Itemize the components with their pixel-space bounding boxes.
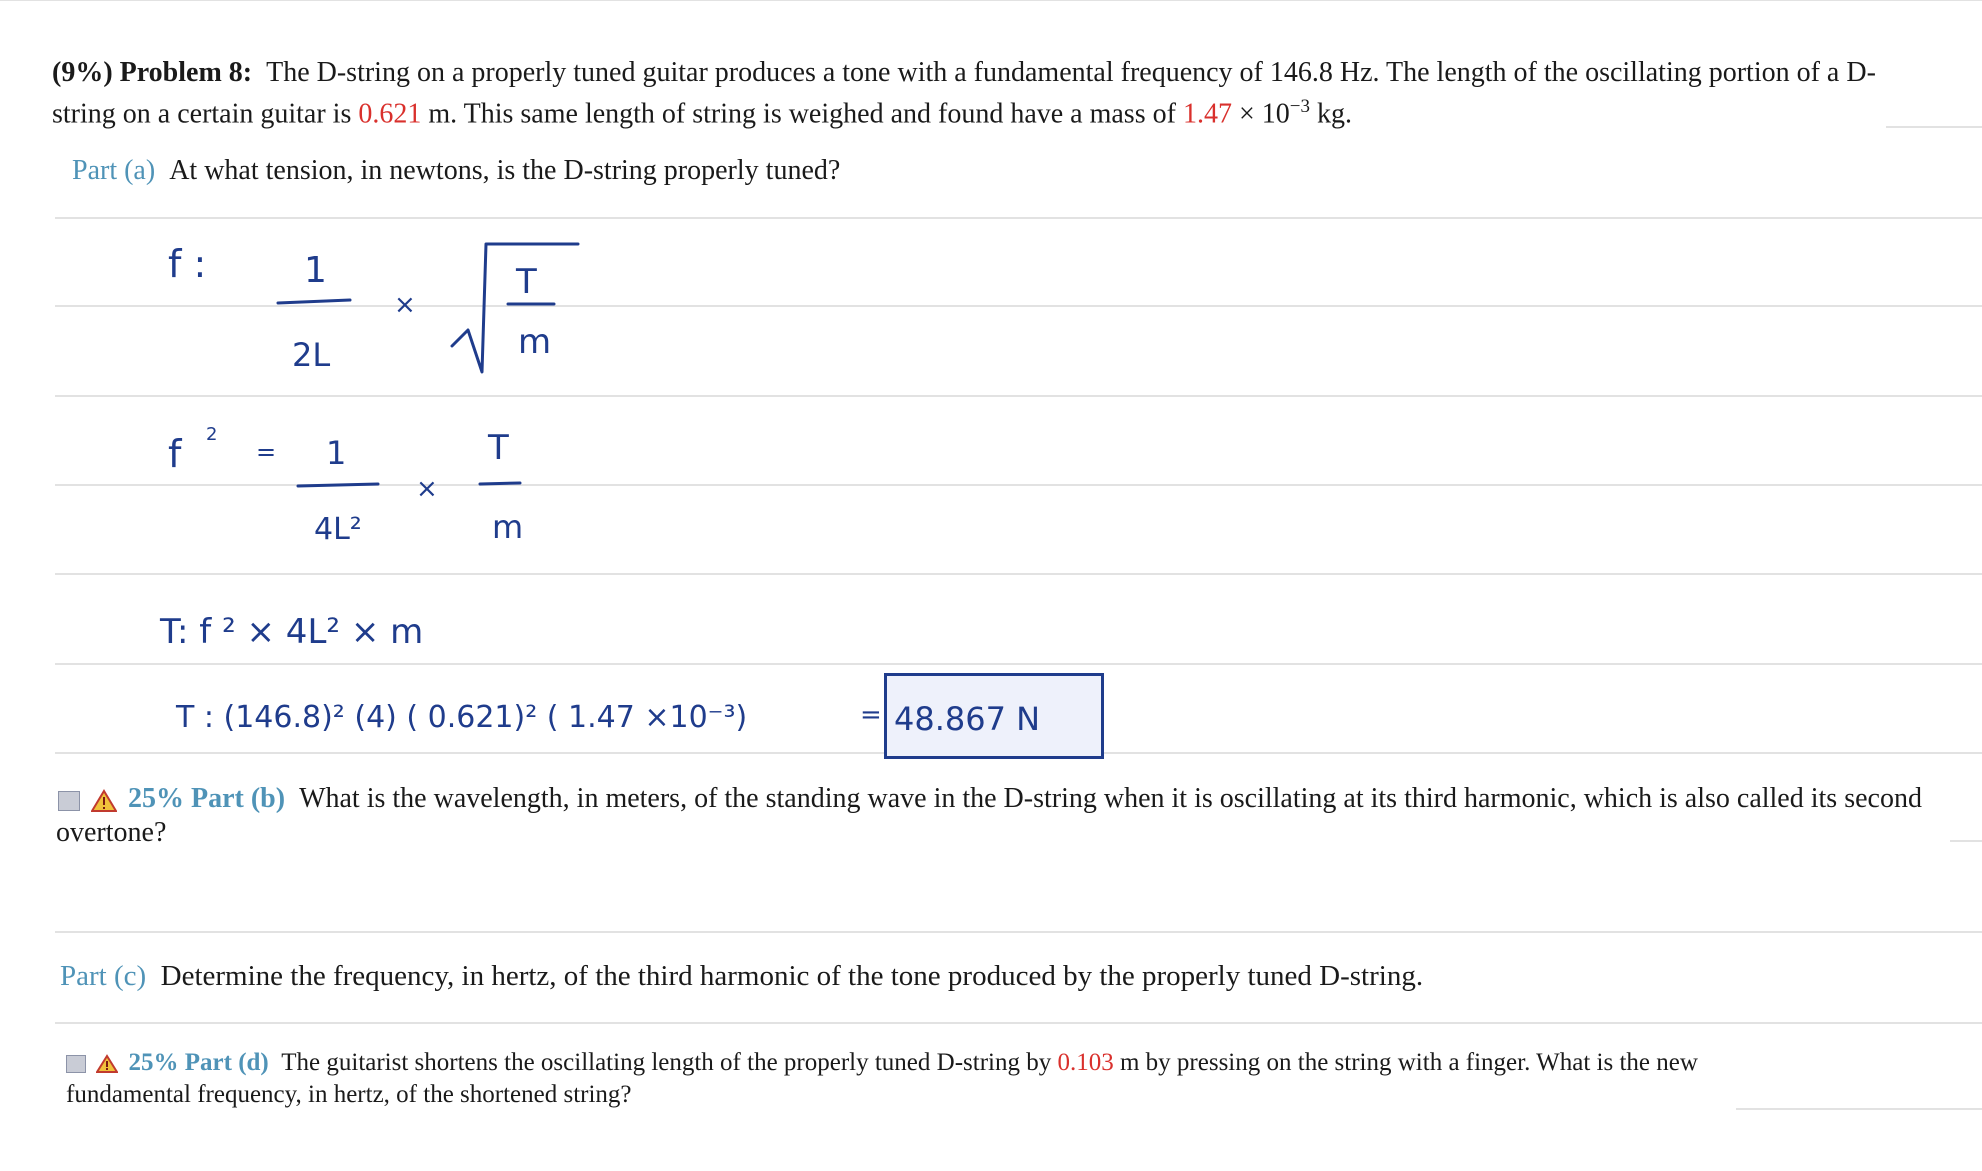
mass-times: × 10: [1231, 98, 1290, 130]
hw-eq-2: =: [256, 438, 277, 466]
problem-text-3: m. This same length of string is weighed and found have a mass of: [421, 98, 1183, 130]
hw-T-1: T: [516, 262, 537, 302]
hw-T-2: T: [488, 428, 509, 468]
part-c-label: Part (c): [60, 960, 147, 992]
mass-unit: kg.: [1309, 98, 1352, 130]
hw-den-2: 4L²: [314, 512, 362, 547]
problem-text-2: string on a certain guitar is: [52, 98, 359, 130]
part-b-label: Part (b): [191, 783, 286, 814]
divider-part-b-answer: [55, 931, 1982, 933]
part-b-question-2: overtone?: [56, 817, 167, 848]
hw-row-4-equals: =: [860, 700, 882, 730]
hw-exp-2: 2: [206, 424, 218, 445]
hw-times-1: ×: [394, 290, 416, 320]
hw-m-2: m: [492, 508, 524, 546]
divider-part-c: [55, 1022, 1982, 1024]
part-d-label: Part (d): [184, 1049, 269, 1076]
hw-num-2: 1: [326, 434, 347, 472]
hw-num-1: 1: [304, 250, 327, 291]
part-d-line-2: [66, 1078, 632, 1111]
part-a-question: At what tension, in newtons, is the D-string properly tuned?: [169, 155, 841, 186]
part-d-line-1: [66, 1046, 1698, 1079]
part-b-percent: 25%: [128, 783, 184, 814]
part-a-label: Part (a): [72, 155, 156, 186]
problem-text-1: The D-string on a properly tuned guitar produces a tone with a fundamental frequency of 146.8 Hz. The length of the oscillating portion of a D-: [266, 57, 1876, 88]
part-d-question-1: The guitarist shortens the oscillating length of the properly tuned D-string by: [281, 1049, 1058, 1076]
hint-icon[interactable]: [58, 791, 80, 811]
part-d-question-2: m by pressing on the string with a finger. What is the new: [1113, 1049, 1698, 1076]
part-c-heading: [60, 960, 1423, 993]
hw-f-1: f :: [168, 242, 207, 286]
hw-times-2: ×: [416, 474, 438, 504]
hw-row-4: T : (146.8)² (4) ( 0.621)² ( 1.47 ×10⁻³): [176, 700, 748, 735]
warning-icon-d: [96, 1054, 118, 1074]
hw-den-1: 2L: [292, 336, 331, 374]
part-c-question: Determine the frequency, in hertz, of the third harmonic of the tone produced by the properly tuned D-string.: [160, 960, 1424, 992]
divider-part-d: [1736, 1108, 1982, 1110]
mass-value: 1.47: [1182, 98, 1232, 130]
part-b-line-1: [58, 782, 1922, 815]
shorten-value: 0.103: [1057, 1049, 1114, 1076]
problem-weight: (9%): [52, 57, 113, 88]
part-b-line-2: [56, 816, 166, 849]
hw-row-3: T: f ² × 4L² × m: [160, 612, 424, 652]
warning-icon: [91, 789, 117, 813]
hw-m-1: m: [518, 322, 552, 362]
problem-label: Problem 8:: [119, 57, 253, 88]
mass-exponent: −3: [1289, 96, 1310, 117]
part-d-percent: 25%: [128, 1049, 179, 1076]
length-value: 0.621: [358, 98, 422, 130]
hint-icon-d[interactable]: [66, 1055, 86, 1073]
divider-part-b: [1950, 840, 1982, 842]
hw-answer: 48.867 N: [894, 700, 1041, 738]
part-b-question-1: What is the wavelength, in meters, of the standing wave in the D-string when it is oscillating at its third harmonic, which is also called its second: [299, 783, 1922, 814]
hw-f-2: f: [168, 432, 182, 476]
part-d-question-3: fundamental frequency, in hertz, of the shortened string?: [66, 1081, 632, 1108]
